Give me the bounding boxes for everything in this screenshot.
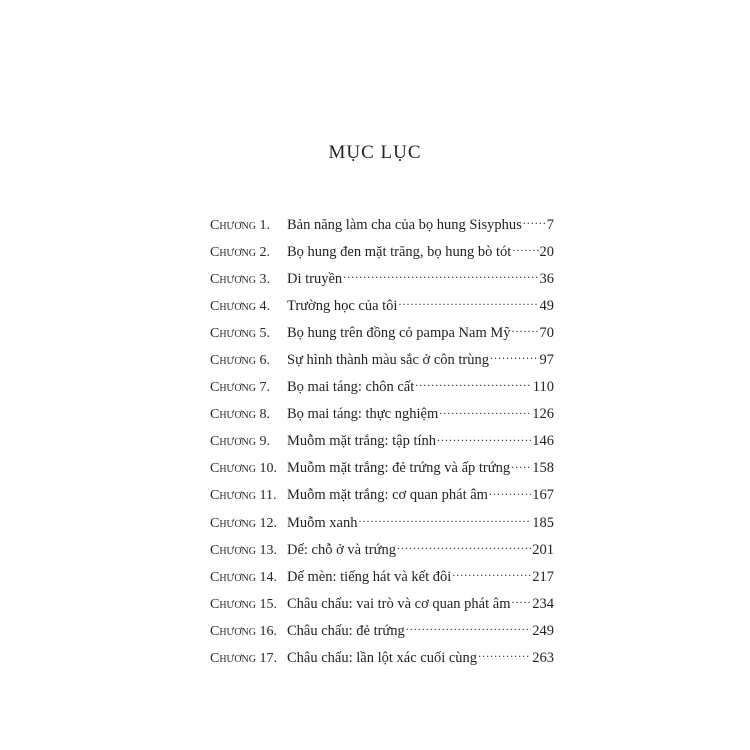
dot-leader (512, 322, 539, 337)
chapter-title: Muỗm mặt trắng: tập tính (287, 433, 437, 450)
toc-entry-17 (210, 648, 554, 675)
page-number: 97 (539, 351, 554, 368)
chapter-title: Châu chấu: đẻ trứng (287, 622, 405, 639)
chapter-title: Bọ hung trên đồng cỏ pampa Nam Mỹ (287, 324, 511, 341)
toc-entry-9 (210, 431, 554, 458)
toc-entry-10 (210, 458, 554, 485)
chapter-title: Dế: chỗ ở và trứng (287, 541, 396, 558)
chapter-label: Chương 9. (210, 434, 270, 450)
chapter-label: Chương 3. (210, 271, 270, 287)
dot-leader (512, 241, 538, 256)
chapter-label: Chương 4. (210, 298, 270, 314)
chapter-label: Chương 16. (210, 623, 277, 639)
chapter-title: Bọ mai táng: thực nghiệm (287, 406, 439, 423)
toc-entry-14 (210, 566, 554, 593)
page-number: 20 (539, 243, 554, 260)
dot-leader (511, 593, 531, 608)
toc-entry-11 (210, 485, 554, 512)
page-number: 185 (532, 514, 554, 531)
toc-heading: MỤC LỤC (328, 142, 422, 163)
chapter-title: Dế mèn: tiếng hát và kết đôi (287, 568, 452, 585)
page-number: 158 (532, 460, 554, 477)
dot-leader (406, 620, 531, 635)
toc-entry-3 (210, 268, 554, 295)
chapter-label: Chương 12. (210, 515, 277, 531)
chapter-label: Chương 14. (210, 569, 277, 585)
page-number: 217 (532, 568, 554, 585)
toc-entry-15 (210, 593, 554, 620)
page-number: 49 (539, 297, 554, 314)
chapter-label: Chương 6. (210, 352, 270, 368)
chapter-title: Muỗm mặt trắng: đẻ trứng và ấp trứng (287, 460, 511, 477)
toc-entry-2 (210, 241, 554, 268)
dot-leader (452, 566, 531, 581)
page-number: 110 (532, 379, 554, 396)
chapter-label: Chương 2. (210, 244, 270, 260)
page-number: 70 (539, 324, 554, 341)
toc-entry-8 (210, 404, 554, 431)
chapter-title: Bọ mai táng: chôn cất (287, 379, 415, 396)
dot-leader (398, 295, 538, 310)
chapter-label: Chương 11. (210, 488, 277, 504)
chapter-title: Muỗm mặt trắng: cơ quan phát âm (287, 487, 488, 504)
chapter-title: Muỗm xanh (287, 514, 358, 531)
page-number: 167 (532, 487, 554, 504)
page-number: 126 (532, 406, 554, 423)
chapter-label: Chương 17. (210, 651, 277, 666)
dot-leader (397, 539, 531, 554)
chapter-label: Chương 5. (210, 325, 270, 341)
chapter-title: Châu chấu: vai trò và cơ quan phát âm (287, 595, 511, 612)
page-number: 249 (532, 622, 554, 639)
toc-entry-12 (210, 512, 554, 539)
dot-leader (358, 512, 531, 527)
dot-leader (511, 458, 531, 473)
chapter-label: Chương 1. (210, 217, 270, 233)
chapter-label: Chương 15. (210, 596, 277, 612)
toc-entry-1 (210, 214, 554, 241)
chapter-label: Chương 13. (210, 542, 277, 558)
toc-entry-16 (210, 620, 554, 647)
dot-leader (343, 268, 538, 283)
chapter-title: Bọ hung đen mặt trăng, bọ hung bò tót (287, 243, 512, 260)
chapter-title: Di truyền (287, 270, 343, 287)
toc-entry-4 (210, 295, 554, 322)
chapter-label: Chương 7. (210, 380, 270, 396)
chapter-title: Trường học của tôi (287, 297, 398, 314)
dot-leader (490, 349, 539, 364)
page-number: 7 (546, 216, 554, 233)
toc-entry-13 (210, 539, 554, 566)
chapter-title: Bản năng làm cha của bọ hung Sisyphus (287, 216, 522, 233)
toc-entry-5 (210, 322, 554, 349)
dot-leader (439, 404, 531, 419)
page-number: 36 (539, 270, 554, 287)
page-number: 234 (532, 595, 554, 612)
chapter-title: Châu chấu: lần lột xác cuối cùng (287, 650, 478, 666)
toc-entry-6 (210, 349, 554, 376)
chapter-label: Chương 8. (210, 407, 270, 423)
dot-leader (415, 377, 532, 392)
chapter-title: Sự hình thành màu sắc ở côn trùng (287, 351, 489, 368)
dot-leader (489, 485, 531, 500)
page-number: 263 (532, 650, 554, 666)
dot-leader (478, 648, 531, 663)
page-number: 201 (532, 541, 554, 558)
dot-leader (523, 214, 546, 229)
table-of-contents (210, 214, 554, 675)
toc-entry-7 (210, 377, 554, 404)
page-number: 146 (532, 433, 554, 450)
chapter-label: Chương 10. (210, 461, 277, 477)
dot-leader (437, 431, 531, 446)
